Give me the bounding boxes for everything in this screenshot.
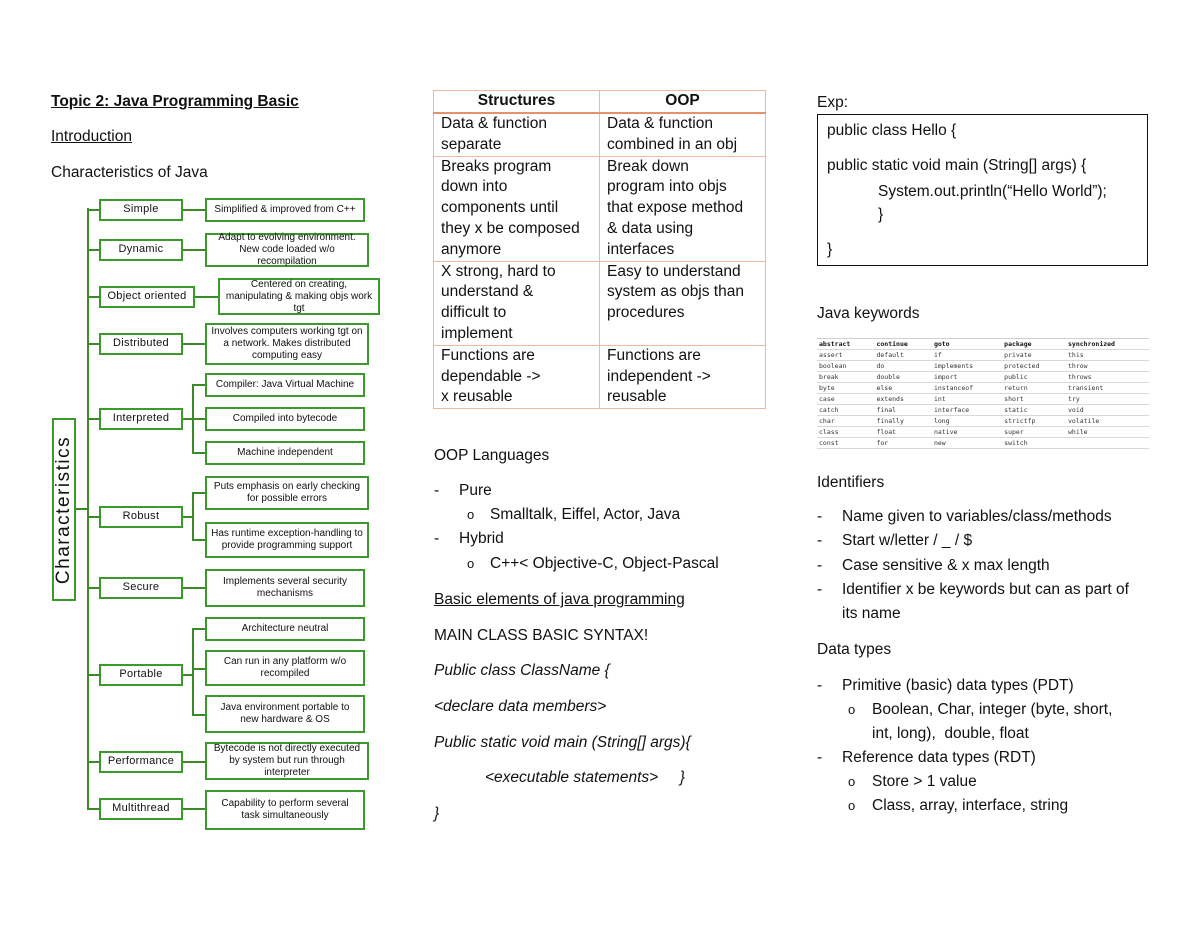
page-title: Topic 2: Java Programming Basic <box>51 93 299 110</box>
detail-distributed: Involves computers working tgt on a network. Makes distributed computing easy <box>205 323 369 365</box>
keyword-cell <box>1066 438 1149 449</box>
keyword-cell: goto <box>932 339 1002 350</box>
keyword-cell: else <box>874 383 931 394</box>
fork-line <box>192 492 206 494</box>
table-cell: Breaks program down into components until they x be composed anymore <box>434 156 600 261</box>
detail-robust-exception-handling: Has runtime exception-handling to provide programming support <box>205 522 369 558</box>
example-label: Exp: <box>817 94 849 111</box>
bullet-dash: - <box>817 557 823 574</box>
syntax-line: <declare data members> <box>434 698 607 715</box>
detail-connector <box>183 249 206 251</box>
fork-line <box>192 418 206 420</box>
fork-line <box>192 668 206 670</box>
keywords-row <box>817 394 1149 405</box>
keyword-cell: const <box>817 438 874 449</box>
bullet-dash: - <box>817 581 823 598</box>
detail-robust-early-checking: Puts emphasis on early checking for possible errors <box>205 476 369 510</box>
keywords-row <box>817 427 1149 438</box>
keyword-cell: throws <box>1066 372 1149 383</box>
syntax-heading: MAIN CLASS BASIC SYNTAX! <box>434 627 649 644</box>
detail-dynamic: Adapt to evolving environment. New code loaded w/o recompilation <box>205 233 369 267</box>
keywords-row <box>817 372 1149 383</box>
datatype-primitive-list-continued: int, long), double, float <box>872 725 1029 742</box>
keyword-cell: case <box>817 394 874 405</box>
keyword-cell: char <box>817 416 874 427</box>
keyword-cell: transient <box>1066 383 1149 394</box>
category-interpreted: Interpreted <box>99 408 183 430</box>
bullet-circle: o <box>848 774 856 789</box>
keywords-row <box>817 438 1149 449</box>
keyword-cell: catch <box>817 405 874 416</box>
keywords-row <box>817 405 1149 416</box>
keyword-cell: while <box>1066 427 1149 438</box>
characteristics-heading: Characteristics of Java <box>51 164 208 181</box>
detail-secure: Implements several security mechanisms <box>205 569 365 607</box>
code-line: } <box>827 241 833 258</box>
detail-interpreted-bytecode: Compiled into bytecode <box>205 407 365 431</box>
keyword-cell: do <box>874 361 931 372</box>
keyword-cell: new <box>932 438 1002 449</box>
basic-elements-heading: Basic elements of java programming <box>434 591 685 608</box>
detail-connector <box>195 296 218 298</box>
table-cell: Data & function combined in an obj <box>600 113 766 156</box>
detail-connector <box>183 808 206 810</box>
keyword-cell: import <box>932 372 1002 383</box>
keywords-row <box>817 350 1149 361</box>
category-multithread: Multithread <box>99 798 183 820</box>
category-dynamic: Dynamic <box>99 239 183 261</box>
keyword-cell: package <box>1002 339 1066 350</box>
keyword-cell: double <box>874 372 931 383</box>
bullet-circle: o <box>848 702 856 717</box>
keywords-row <box>817 361 1149 372</box>
keyword-cell: byte <box>817 383 874 394</box>
fork-line <box>192 539 206 541</box>
fork-line <box>192 384 206 386</box>
syntax-line: <executable statements> } <box>485 769 685 786</box>
table-row <box>434 113 766 156</box>
keyword-cell: extends <box>874 394 931 405</box>
fork-line <box>192 628 194 715</box>
bullet-circle: o <box>467 556 475 571</box>
fork-line <box>192 628 206 630</box>
detail-interpreted-jvm: Compiler: Java Virtual Machine <box>205 373 365 397</box>
fork-line <box>192 492 194 541</box>
detail-portable-architecture: Architecture neutral <box>205 617 365 641</box>
table-cell: Data & function separate <box>434 113 600 156</box>
keyword-cell: strictfp <box>1002 416 1066 427</box>
keyword-cell: this <box>1066 350 1149 361</box>
datatype-reference: Reference data types (RDT) <box>842 749 1036 766</box>
oop-languages-heading: OOP Languages <box>434 447 550 464</box>
identifier-rule: Start w/letter / _ / $ <box>842 532 973 549</box>
identifiers-heading: Identifiers <box>817 474 885 491</box>
list-item-hybrid-languages: C++< Objective-C, Object-Pascal <box>490 555 719 572</box>
table-row <box>434 345 766 408</box>
identifier-rule: Identifier x be keywords but can as part of <box>842 581 1129 598</box>
table-cell: Functions are dependable -> x reusable <box>434 345 600 408</box>
code-line: public static void main (String[] args) { <box>827 157 1087 174</box>
bullet-dash: - <box>817 677 823 694</box>
table-row <box>434 156 766 261</box>
keyword-cell: throw <box>1066 361 1149 372</box>
bullet-circle: o <box>848 798 856 813</box>
datatype-reference-item: Class, array, interface, string <box>872 797 1069 814</box>
keyword-cell: super <box>1002 427 1066 438</box>
table-cell: Break down program into objs that expose method & data using interfaces <box>600 156 766 261</box>
detail-portable-any-platform: Can run in any platform w/o recompiled <box>205 650 365 686</box>
datatype-primitive: Primitive (basic) data types (PDT) <box>842 677 1074 694</box>
detail-connector <box>183 209 206 211</box>
detail-connector <box>183 587 206 589</box>
table-header-oop: OOP <box>600 91 766 114</box>
identifier-rule: Case sensitive & x max length <box>842 557 1050 574</box>
keyword-cell: class <box>817 427 874 438</box>
keyword-cell: private <box>1002 350 1066 361</box>
keywords-row <box>817 383 1149 394</box>
bullet-dash: - <box>817 532 823 549</box>
keyword-cell: for <box>874 438 931 449</box>
identifier-rule-continued: its name <box>842 605 901 622</box>
detail-connector <box>183 343 206 345</box>
table-header-structures: Structures <box>434 91 600 114</box>
category-simple: Simple <box>99 199 183 221</box>
keyword-cell: final <box>874 405 931 416</box>
list-item-pure: Pure <box>459 482 492 499</box>
table-cell: X strong, hard to understand & difficult to implement <box>434 261 600 345</box>
table-row <box>434 261 766 345</box>
keyword-cell: static <box>1002 405 1066 416</box>
detail-performance: Bytecode is not directly executed by system but run through interpreter <box>205 742 369 780</box>
root-box <box>52 418 76 601</box>
category-secure: Secure <box>99 577 183 599</box>
table-cell: Functions are independent -> reusable <box>600 345 766 408</box>
code-line: } <box>878 206 884 223</box>
detail-interpreted-machine-independent: Machine independent <box>205 441 365 465</box>
list-item-pure-languages: Smalltalk, Eiffel, Actor, Java <box>490 506 681 523</box>
keywords-table <box>817 338 1149 449</box>
keyword-cell: synchronized <box>1066 339 1149 350</box>
fork-line <box>192 452 206 454</box>
keyword-cell: interface <box>932 405 1002 416</box>
keyword-cell: implements <box>932 361 1002 372</box>
keyword-cell: if <box>932 350 1002 361</box>
bullet-dash: - <box>817 749 823 766</box>
bullet-circle: o <box>467 507 475 522</box>
structures-vs-oop-table <box>433 90 766 409</box>
code-line: public class Hello { <box>827 122 957 139</box>
code-example-box <box>817 114 1148 266</box>
category-distributed: Distributed <box>99 333 183 355</box>
list-item-hybrid: Hybrid <box>459 530 504 547</box>
keyword-cell: finally <box>874 416 931 427</box>
category-performance: Performance <box>99 751 183 773</box>
keyword-cell: volatile <box>1066 416 1149 427</box>
keyword-cell: protected <box>1002 361 1066 372</box>
code-line: System.out.println(“Hello World”); <box>878 183 1107 200</box>
keyword-cell: return <box>1002 383 1066 394</box>
root-connector <box>76 508 88 510</box>
datatypes-heading: Data types <box>817 641 892 658</box>
category-portable: Portable <box>99 664 183 686</box>
detail-multithread: Capability to perform several task simultaneously <box>205 790 365 830</box>
keyword-cell: public <box>1002 372 1066 383</box>
detail-portable-environment: Java environment portable to new hardware & OS <box>205 695 365 733</box>
syntax-line: Public static void main (String[] args){ <box>434 734 691 751</box>
category-robust: Robust <box>99 506 183 528</box>
bullet-dash: - <box>817 508 823 525</box>
detail-connector <box>183 761 206 763</box>
keyword-cell: try <box>1066 394 1149 405</box>
syntax-line: Public class ClassName { <box>434 662 610 679</box>
bullet-dash: - <box>434 530 440 547</box>
keyword-cell: long <box>932 416 1002 427</box>
keyword-cell: void <box>1066 405 1149 416</box>
keywords-row <box>817 416 1149 427</box>
keyword-cell: short <box>1002 394 1066 405</box>
syntax-line: } <box>434 805 440 822</box>
keyword-cell: instanceof <box>932 383 1002 394</box>
keyword-cell: int <box>932 394 1002 405</box>
keyword-cell: boolean <box>817 361 874 372</box>
keywords-row <box>817 339 1149 350</box>
detail-simple: Simplified & improved from C++ <box>205 198 365 222</box>
keyword-cell: break <box>817 372 874 383</box>
fork-line <box>192 714 206 716</box>
category-object-oriented: Object oriented <box>99 286 195 308</box>
intro-heading: Introduction <box>51 128 132 145</box>
detail-object-oriented: Centered on creating, manipulating & making objs work tgt <box>218 278 380 315</box>
identifier-rule: Name given to variables/class/methods <box>842 508 1112 525</box>
keyword-cell: switch <box>1002 438 1066 449</box>
datatype-reference-item: Store > 1 value <box>872 773 977 790</box>
root-label: Characteristics <box>53 435 74 584</box>
keyword-cell: assert <box>817 350 874 361</box>
keyword-cell: native <box>932 427 1002 438</box>
table-header-row <box>434 91 766 114</box>
bullet-dash: - <box>434 482 440 499</box>
keyword-cell: abstract <box>817 339 874 350</box>
keywords-heading: Java keywords <box>817 305 920 322</box>
keyword-cell: default <box>874 350 931 361</box>
keyword-cell: float <box>874 427 931 438</box>
keyword-cell: continue <box>874 339 931 350</box>
table-cell: Easy to understand system as objs than procedures <box>600 261 766 345</box>
datatype-primitive-list: Boolean, Char, integer (byte, short, <box>872 701 1113 718</box>
